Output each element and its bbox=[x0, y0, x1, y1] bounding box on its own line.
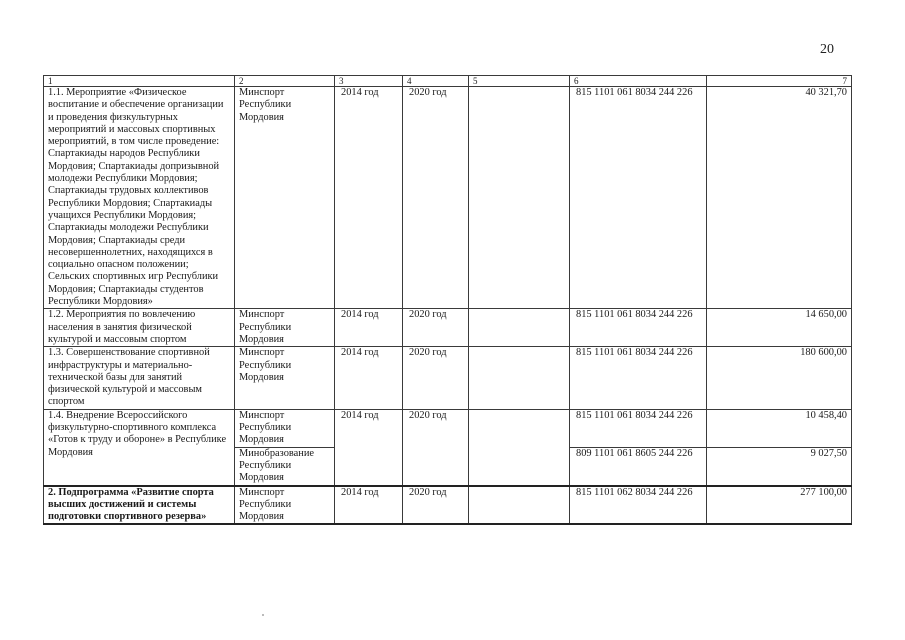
header-cell: 3 bbox=[335, 76, 403, 87]
amount-cell: 180 600,00 bbox=[707, 347, 852, 409]
header-cell: 2 bbox=[235, 76, 335, 87]
end-year-cell: 2020 год bbox=[403, 409, 469, 485]
empty-cell bbox=[469, 87, 570, 309]
executor-cell: Минспорт Республики Мордовия bbox=[235, 409, 335, 447]
header-cell: 1 bbox=[44, 76, 235, 87]
budget-code-cell: 815 1101 061 8034 244 226 bbox=[570, 347, 707, 409]
start-year-cell: 2014 год bbox=[335, 409, 403, 485]
budget-code-cell: 815 1101 061 8034 244 226 bbox=[570, 87, 707, 309]
budget-code-cell: 815 1101 061 8034 244 226 bbox=[570, 409, 707, 447]
empty-cell bbox=[469, 486, 570, 525]
amount-cell: 14 650,00 bbox=[707, 309, 852, 347]
page-number: 20 bbox=[820, 42, 834, 57]
end-year-cell: 2020 год bbox=[403, 87, 469, 309]
subprogram-row bbox=[44, 486, 852, 525]
executor-cell: Минспорт Республики Мордовия bbox=[235, 347, 335, 409]
start-year-cell: 2014 год bbox=[335, 309, 403, 347]
measure-name-cell: 1.3. Совершенствование спортивной инфраструктуры и материально-технической базы для занятий физической культурой и массовым спортом bbox=[44, 347, 235, 409]
end-year-cell: 2020 год bbox=[403, 309, 469, 347]
budget-code-cell: 815 1101 061 8034 244 226 bbox=[570, 309, 707, 347]
header-cell: 7 bbox=[707, 76, 852, 87]
amount-cell: 40 321,70 bbox=[707, 87, 852, 309]
amount-cell: 9 027,50 bbox=[707, 447, 852, 485]
table-row bbox=[44, 87, 852, 309]
executor-cell: Минспорт Республики Мордовия bbox=[235, 87, 335, 309]
budget-code-cell: 815 1101 062 8034 244 226 bbox=[570, 486, 707, 525]
start-year-cell: 2014 год bbox=[335, 486, 403, 525]
subprogram-name-cell: 2. Подпрограмма «Развитие спорта высших достижений и системы подготовки спортивного резерва» bbox=[44, 486, 235, 525]
empty-cell bbox=[469, 409, 570, 485]
table-row bbox=[44, 309, 852, 347]
end-year-cell: 2020 год bbox=[403, 347, 469, 409]
executor-cell: Минспорт Республики Мордовия bbox=[235, 486, 335, 525]
header-cell: 5 bbox=[469, 76, 570, 87]
scan-dot bbox=[262, 614, 264, 616]
empty-cell bbox=[469, 309, 570, 347]
executor-cell: Минобразование Республики Мордовия bbox=[235, 447, 335, 485]
start-year-cell: 2014 год bbox=[335, 87, 403, 309]
amount-cell: 277 100,00 bbox=[707, 486, 852, 525]
table-row bbox=[44, 409, 852, 447]
start-year-cell: 2014 год bbox=[335, 347, 403, 409]
budget-code-cell: 809 1101 061 8605 244 226 bbox=[570, 447, 707, 485]
table-row bbox=[44, 347, 852, 409]
budget-table bbox=[43, 75, 852, 525]
measure-name-cell: 1.4. Внедрение Всероссийского физкультурно-спортивного комплекса «Готов к труду и обороне» в Республике Мордовия bbox=[44, 409, 235, 485]
end-year-cell: 2020 год bbox=[403, 486, 469, 525]
table-header-row bbox=[44, 76, 852, 87]
header-cell: 4 bbox=[403, 76, 469, 87]
amount-cell: 10 458,40 bbox=[707, 409, 852, 447]
measure-name-cell: 1.1. Мероприятие «Физическое воспитание и обеспечение организации и проведения физкультурных мероприятий и массовых спортивных мероприятий, в том числе проведение: Спартакиады народов Республики Мордовия; Спартакиады допризывной молодежи Республики Мордовия; Спартакиады трудовых коллективов Республики Мордовия; Спартакиады учащихся Республики Мордовия; Спартакиады молодежи Республики Мордовия; Спартакиады среди несовершеннолетних, находящихся в социально опасном положении; Сельских спортивных игр Республики Мордовия; Спартакиады студентов Республики Мордовия» bbox=[44, 87, 235, 309]
header-cell: 6 bbox=[570, 76, 707, 87]
measure-name-cell: 1.2. Мероприятия по вовлечению населения в занятия физической культурой и массовым спортом bbox=[44, 309, 235, 347]
executor-cell: Минспорт Республики Мордовия bbox=[235, 309, 335, 347]
empty-cell bbox=[469, 347, 570, 409]
